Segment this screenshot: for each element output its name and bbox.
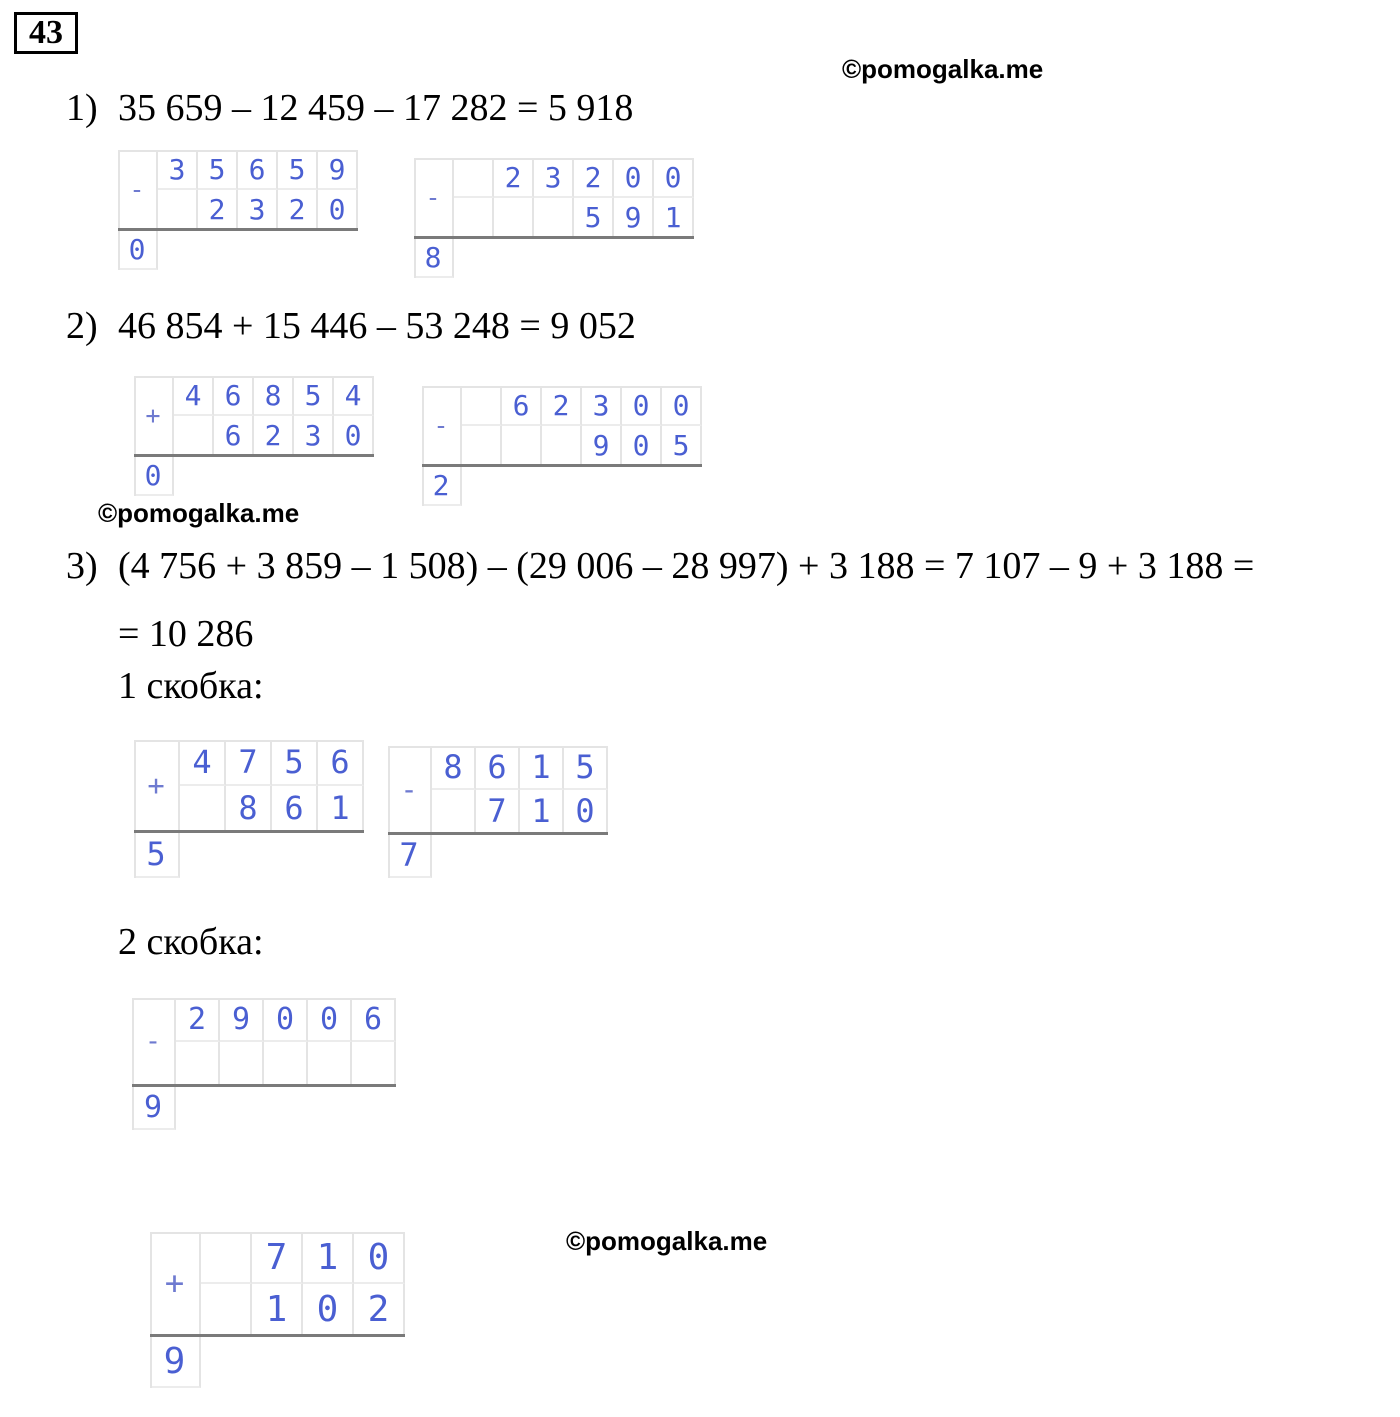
column-subtraction-grid xyxy=(422,386,702,506)
operand-digit: 5 xyxy=(272,740,318,786)
operator-sign: - xyxy=(132,998,176,1086)
empty-cell xyxy=(534,198,574,238)
result-digit: 7 xyxy=(388,834,432,878)
empty-cell xyxy=(201,1232,252,1284)
column-addition-grid xyxy=(134,740,364,878)
result-digit: 0 xyxy=(622,426,662,466)
grid-border xyxy=(134,740,364,742)
empty-cell xyxy=(462,386,502,426)
operand-digit: 4 xyxy=(174,376,214,416)
bracket-1-label: 1 скобка: xyxy=(118,665,264,707)
empty-cell xyxy=(220,1042,264,1086)
grid-border xyxy=(118,150,358,152)
result-digit: 0 xyxy=(334,416,374,456)
result-digit: 0 xyxy=(303,1284,354,1336)
problem-1-number: 1) xyxy=(66,87,98,129)
operand-digit: 6 xyxy=(214,376,254,416)
empty-cell xyxy=(264,1042,308,1086)
operator-sign: + xyxy=(134,740,180,832)
result-digit: 0 xyxy=(134,456,174,496)
operator-sign: + xyxy=(134,376,174,456)
operand-digit: 5 xyxy=(564,746,608,790)
column-subtraction-grid xyxy=(388,746,608,878)
result-digit: 5 xyxy=(574,198,614,238)
operand-digit: 6 xyxy=(318,740,364,786)
result-digit: 3 xyxy=(238,190,278,230)
operand-digit: 8 xyxy=(254,376,294,416)
grid-border xyxy=(134,376,136,496)
empty-cell xyxy=(158,190,198,230)
operator-sign: + xyxy=(150,1232,201,1336)
column-subtraction-grid xyxy=(132,998,396,1130)
operand-digit: 0 xyxy=(622,386,662,426)
operand-digit: 6 xyxy=(476,746,520,790)
operand-digit: 5 xyxy=(278,150,318,190)
empty-cell xyxy=(432,790,476,834)
operand-digit: 0 xyxy=(614,158,654,198)
result-digit: 7 xyxy=(476,790,520,834)
operator-sign: - xyxy=(118,150,158,230)
result-digit: 5 xyxy=(662,426,702,466)
operand-digit: 2 xyxy=(574,158,614,198)
empty-cell xyxy=(308,1042,352,1086)
result-digit: 2 xyxy=(198,190,238,230)
operand-digit: 7 xyxy=(252,1232,303,1284)
result-separator-line xyxy=(134,830,364,833)
operand-digit: 0 xyxy=(354,1232,405,1284)
operand-digit: 6 xyxy=(238,150,278,190)
operator-sign: - xyxy=(388,746,432,834)
operand-digit: 0 xyxy=(662,386,702,426)
operand-digit: 9 xyxy=(318,150,358,190)
operator-sign: - xyxy=(414,158,454,238)
operand-digit: 3 xyxy=(534,158,574,198)
watermark: ©pomogalka.me xyxy=(98,498,300,528)
empty-cell xyxy=(174,416,214,456)
problem-3-equation-continued: = 10 286 xyxy=(118,613,254,655)
operand-digit: 8 xyxy=(432,746,476,790)
grid-border xyxy=(150,1232,152,1388)
grid-border xyxy=(118,150,120,270)
empty-cell xyxy=(542,426,582,466)
result-digit: 1 xyxy=(318,786,364,832)
column-subtraction-grid xyxy=(118,150,358,270)
grid-border xyxy=(150,1232,405,1234)
operand-digit: 0 xyxy=(654,158,694,198)
operand-digit: 5 xyxy=(294,376,334,416)
problem-1-equation: 35 659 – 12 459 – 17 282 = 5 918 xyxy=(118,87,634,129)
result-separator-line xyxy=(414,236,694,239)
operand-digit: 5 xyxy=(198,150,238,190)
result-digit: 2 xyxy=(354,1284,405,1336)
result-separator-line xyxy=(134,454,374,457)
task-number: 43 xyxy=(14,12,78,54)
watermark: ©pomogalka.me xyxy=(566,1226,768,1256)
operand-digit: 0 xyxy=(308,998,352,1042)
result-digit: 8 xyxy=(226,786,272,832)
operator-sign: - xyxy=(422,386,462,466)
result-digit: 6 xyxy=(214,416,254,456)
result-separator-line xyxy=(388,832,608,835)
empty-cell xyxy=(454,158,494,198)
grid-border xyxy=(388,746,608,748)
column-addition-grid xyxy=(150,1232,405,1388)
grid-border xyxy=(388,746,390,878)
result-separator-line xyxy=(422,464,702,467)
result-digit: 9 xyxy=(150,1336,201,1388)
result-digit: 9 xyxy=(614,198,654,238)
result-digit: 5 xyxy=(134,832,180,878)
watermark: ©pomogalka.me xyxy=(842,54,1044,84)
grid-border xyxy=(134,376,374,378)
operand-digit: 9 xyxy=(220,998,264,1042)
operand-digit: 3 xyxy=(582,386,622,426)
grid-border xyxy=(422,386,702,388)
result-digit: 0 xyxy=(318,190,358,230)
operand-digit: 2 xyxy=(494,158,534,198)
result-digit: 6 xyxy=(272,786,318,832)
result-digit: 1 xyxy=(520,790,564,834)
operand-digit: 1 xyxy=(520,746,564,790)
empty-cell xyxy=(454,198,494,238)
operand-digit: 2 xyxy=(542,386,582,426)
result-digit: 1 xyxy=(654,198,694,238)
operand-digit: 2 xyxy=(176,998,220,1042)
empty-cell xyxy=(462,426,502,466)
result-digit: 0 xyxy=(118,230,158,270)
result-digit: 0 xyxy=(564,790,608,834)
result-digit: 9 xyxy=(132,1086,176,1130)
result-digit: 3 xyxy=(294,416,334,456)
operand-digit: 6 xyxy=(352,998,396,1042)
grid-border xyxy=(132,998,396,1000)
empty-cell xyxy=(502,426,542,466)
bracket-2-label: 2 скобка: xyxy=(118,921,264,963)
grid-border xyxy=(134,740,136,878)
operand-digit: 1 xyxy=(303,1232,354,1284)
grid-border xyxy=(132,998,134,1130)
operand-digit: 0 xyxy=(264,998,308,1042)
empty-cell xyxy=(352,1042,396,1086)
grid-border xyxy=(422,386,424,506)
grid-border xyxy=(414,158,416,278)
result-digit: 2 xyxy=(254,416,294,456)
operand-digit: 3 xyxy=(158,150,198,190)
result-separator-line xyxy=(132,1084,396,1087)
column-addition-grid xyxy=(134,376,374,496)
problem-2-number: 2) xyxy=(66,305,98,347)
result-separator-line xyxy=(150,1334,405,1337)
result-digit: 8 xyxy=(414,238,454,278)
problem-3-equation: (4 756 + 3 859 – 1 508) – (29 006 – 28 997) + 3 188 = 7 107 – 9 + 3 188 = xyxy=(118,545,1255,587)
empty-cell xyxy=(494,198,534,238)
empty-cell xyxy=(180,786,226,832)
result-digit: 2 xyxy=(278,190,318,230)
result-digit: 1 xyxy=(252,1284,303,1336)
result-digit: 2 xyxy=(422,466,462,506)
operand-digit: 4 xyxy=(334,376,374,416)
problem-2-equation: 46 854 + 15 446 – 53 248 = 9 052 xyxy=(118,305,636,347)
operand-digit: 6 xyxy=(502,386,542,426)
problem-3-number: 3) xyxy=(66,545,98,587)
column-subtraction-grid xyxy=(414,158,694,278)
result-separator-line xyxy=(118,228,358,231)
grid-border xyxy=(414,158,694,160)
empty-cell xyxy=(176,1042,220,1086)
operand-digit: 7 xyxy=(226,740,272,786)
operand-digit: 4 xyxy=(180,740,226,786)
result-digit: 9 xyxy=(582,426,622,466)
empty-cell xyxy=(201,1284,252,1336)
